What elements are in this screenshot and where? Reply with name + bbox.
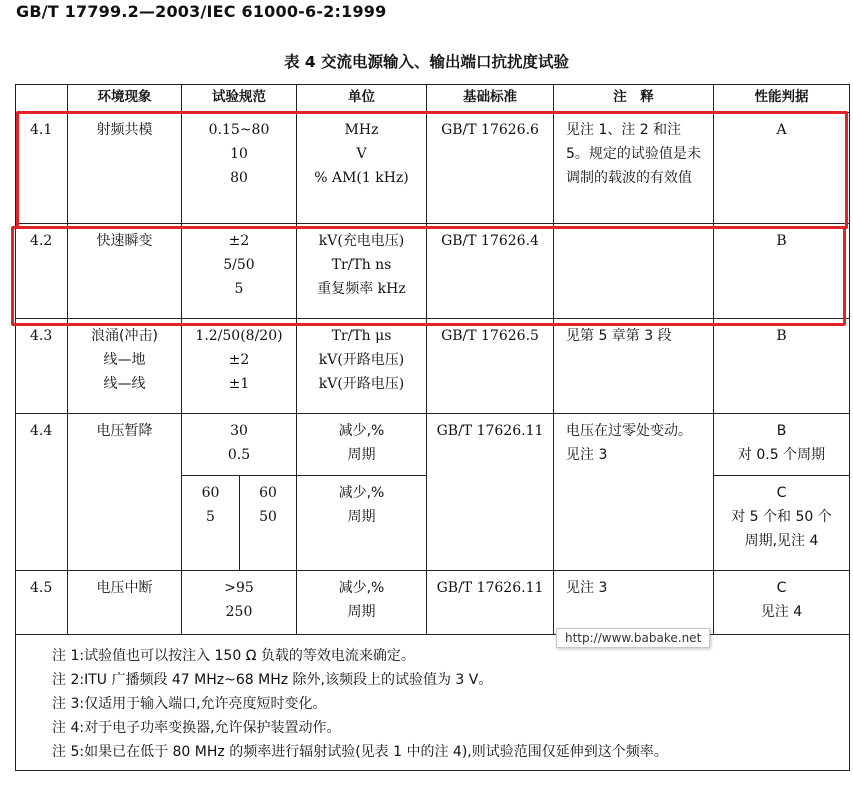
row-spec: >95 250: [182, 571, 297, 635]
row-note: 见注 3: [554, 571, 714, 635]
row-spec: 0.15~80 10 80: [182, 113, 297, 224]
row-criteria: B 对 0.5 个周期: [714, 414, 850, 476]
row-unit: kV(充电电压) Tr/Th ns 重复频率 kHz: [297, 224, 427, 319]
row-phenomenon: 射频共模: [68, 113, 182, 224]
row-standard: GB/T 17626.4: [427, 224, 554, 319]
row-number: 4.1: [16, 113, 68, 224]
note-item: 注 4:对于电子功率变换器,允许保护装置动作。: [52, 720, 341, 736]
row-number: 4.5: [16, 571, 68, 635]
row-note: 电压在过零处变动。见注 3: [554, 414, 714, 571]
row-unit: Tr/Th μs kV(开路电压) kV(开路电压): [297, 319, 427, 414]
notes-row: [16, 635, 850, 771]
watermark-tooltip: http://www.babake.net: [556, 628, 710, 648]
row-spec-b: 60 50: [240, 476, 297, 571]
row-criteria: B: [714, 224, 850, 319]
row-unit: MHz V % AM(1 kHz): [297, 113, 427, 224]
header-note: 注 释: [554, 85, 714, 113]
row-spec-a: 60 5: [182, 476, 240, 571]
row-standard: GB/T 17626.11: [427, 414, 554, 571]
note-item: 注 5:如果已在低于 80 MHz 的频率进行辐射试验(见表 1 中的注 4),则试验范围仅延伸到这个频率。: [52, 744, 668, 760]
row-standard: GB/T 17626.11: [427, 571, 554, 635]
row-spec: 1.2/50(8/20) ±2 ±1: [182, 319, 297, 414]
header-criteria: 性能判据: [714, 85, 850, 113]
row-note: 见第 5 章第 3 段: [554, 319, 714, 414]
row-unit: 减少,% 周期: [297, 414, 427, 476]
note-item: 注 1:试验值也可以按注入 150 Ω 负载的等效电流来确定。: [52, 648, 415, 664]
table-row: [16, 414, 850, 476]
header-spec: 试验规范: [182, 85, 297, 113]
row-criteria: C 见注 4: [714, 571, 850, 635]
header-unit: 单位: [297, 85, 427, 113]
header-number: [16, 85, 68, 113]
table-row: [16, 319, 850, 414]
note-item: 注 3:仅适用于输入端口,允许亮度短时变化。: [52, 696, 327, 712]
row-unit: 减少,% 周期: [297, 571, 427, 635]
row-number: 4.2: [16, 224, 68, 319]
notes-block: [16, 635, 850, 771]
table-caption: 表 4 交流电源输入、输出端口抗扰度试验: [283, 53, 570, 71]
row-criteria: C 对 5 个和 50 个 周期,见注 4: [714, 476, 850, 571]
document-header: GB/T 17799.2—2003/IEC 61000-6-2:1999: [16, 2, 387, 21]
row-unit: 减少,% 周期: [297, 476, 427, 571]
row-standard: GB/T 17626.6: [427, 113, 554, 224]
note-item: 注 2:ITU 广播频段 47 MHz~68 MHz 除外,该频段上的试验值为 3 V。: [52, 672, 493, 688]
row-standard: GB/T 17626.5: [427, 319, 554, 414]
row-criteria: A: [714, 113, 850, 224]
table-row: [16, 571, 850, 635]
table-row: [16, 224, 850, 319]
row-phenomenon: 浪涌(冲击) 线—地 线—线: [68, 319, 182, 414]
row-spec: ±2 5/50 5: [182, 224, 297, 319]
table-row: [16, 113, 850, 224]
row-note: [554, 224, 714, 319]
row-phenomenon: 快速瞬变: [68, 224, 182, 319]
header-phenomenon: 环境现象: [68, 85, 182, 113]
row-number: 4.4: [16, 414, 68, 571]
row-phenomenon: 电压中断: [68, 571, 182, 635]
row-phenomenon: 电压暂降: [68, 414, 182, 571]
row-note: 见注 1、注 2 和注 5。规定的试验值是未调制的载波的有效值: [554, 113, 714, 224]
row-criteria: B: [714, 319, 850, 414]
immunity-test-table: [15, 84, 850, 771]
header-standard: 基础标准: [427, 85, 554, 113]
row-number: 4.3: [16, 319, 68, 414]
row-spec: 30 0.5: [182, 414, 297, 476]
table-header-row: [16, 85, 850, 113]
